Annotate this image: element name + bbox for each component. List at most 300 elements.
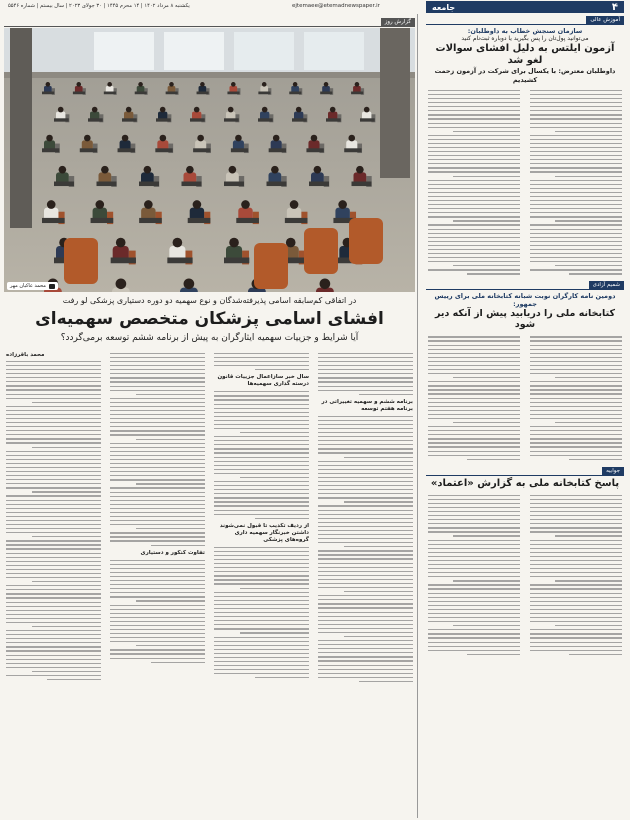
text-line — [110, 641, 205, 642]
text-line — [453, 625, 520, 626]
story-reply-headline: پاسخ کتابخانه ملی به گزارش «اعتماد» — [430, 477, 620, 489]
text-line — [240, 588, 309, 589]
text-line — [214, 493, 309, 494]
text-line — [318, 595, 413, 596]
text-line — [110, 596, 205, 597]
text-line — [530, 507, 622, 508]
text-line — [6, 471, 101, 472]
kicker-row — [4, 18, 415, 27]
text-line — [214, 510, 309, 511]
text-line — [6, 565, 101, 566]
text-line — [6, 520, 101, 521]
text-line — [32, 626, 101, 627]
text-line — [428, 106, 520, 107]
text-line — [530, 430, 622, 431]
text-line — [32, 581, 101, 582]
text-line — [214, 457, 309, 458]
text-line — [318, 477, 413, 478]
text-line — [214, 579, 309, 580]
text-line — [428, 646, 520, 647]
text-line — [453, 580, 520, 581]
text-line — [530, 597, 622, 598]
body-text-col — [426, 492, 522, 658]
text-line — [428, 167, 520, 168]
text-line — [428, 584, 520, 585]
text-line — [530, 511, 622, 512]
text-line — [530, 349, 622, 350]
text-line — [318, 632, 413, 633]
text-line — [530, 544, 622, 545]
text-line — [6, 597, 101, 598]
text-line — [110, 386, 205, 387]
text-line — [530, 393, 622, 394]
text-line — [428, 398, 520, 399]
text-line — [214, 661, 309, 662]
text-line — [318, 563, 413, 564]
text-line — [530, 151, 622, 152]
text-line — [428, 410, 520, 411]
text-line — [555, 176, 622, 177]
text-line — [428, 434, 520, 435]
text-line — [214, 571, 309, 572]
text-line — [344, 457, 413, 458]
text-line — [214, 497, 309, 498]
text-line — [214, 604, 309, 605]
text-line — [530, 629, 622, 630]
text-line — [318, 616, 413, 617]
text-line — [6, 524, 101, 525]
text-line — [110, 613, 205, 614]
text-line — [110, 475, 205, 476]
text-line — [318, 481, 413, 482]
text-line — [6, 369, 101, 370]
text-line — [428, 345, 520, 346]
body-text — [108, 560, 207, 663]
text-line — [428, 373, 520, 374]
text-line — [6, 646, 101, 647]
text-line — [318, 669, 413, 670]
text-line — [428, 139, 520, 140]
text-line — [318, 497, 413, 498]
text-line — [428, 503, 520, 504]
text-line — [428, 216, 520, 217]
text-line — [214, 669, 309, 670]
text-line — [214, 395, 309, 396]
text-line — [110, 496, 205, 497]
text-line — [318, 534, 413, 535]
text-line — [530, 564, 622, 565]
text-line — [428, 241, 520, 242]
text-line — [555, 422, 622, 423]
text-line — [110, 373, 205, 374]
foreground-chair — [304, 228, 338, 274]
text-line — [6, 544, 101, 545]
story-reply-body — [426, 492, 624, 658]
text-line — [214, 416, 309, 417]
text-line — [530, 414, 622, 415]
foreground-chair — [64, 238, 98, 284]
text-line — [6, 577, 101, 578]
text-line — [428, 576, 520, 577]
text-line — [110, 605, 205, 606]
text-line — [569, 273, 622, 274]
text-line — [6, 528, 101, 529]
text-line — [428, 389, 520, 390]
text-line — [214, 452, 309, 453]
text-line — [214, 424, 309, 425]
text-line — [214, 399, 309, 400]
text-line — [428, 531, 520, 532]
text-line — [453, 131, 520, 132]
main-headline: افشای اسامی پزشکان متخصص سهمیه‌ای — [35, 309, 384, 329]
text-line — [214, 567, 309, 568]
text-line — [530, 200, 622, 201]
text-line — [428, 568, 520, 569]
text-line — [555, 625, 622, 626]
kicker-reply: جوابیه — [602, 467, 624, 475]
text-line — [318, 390, 413, 391]
text-line — [318, 583, 413, 584]
text-line — [530, 249, 622, 250]
text-line — [136, 528, 205, 529]
text-line — [530, 269, 622, 270]
text-line — [214, 404, 309, 405]
text-line — [530, 196, 622, 197]
text-line — [530, 208, 622, 209]
text-line — [255, 369, 309, 370]
text-line — [214, 583, 309, 584]
text-line — [214, 501, 309, 502]
text-line — [428, 237, 520, 238]
text-line — [110, 361, 205, 362]
text-line — [530, 410, 622, 411]
text-line — [428, 163, 520, 164]
text-line — [214, 555, 309, 556]
text-line — [428, 605, 520, 606]
text-line — [530, 621, 622, 622]
text-line — [530, 192, 622, 193]
text-line — [428, 564, 520, 565]
text-line — [6, 442, 101, 443]
text-line — [569, 459, 622, 460]
text-line — [453, 265, 520, 266]
text-line — [214, 357, 309, 358]
text-line — [214, 420, 309, 421]
text-line — [32, 447, 101, 448]
text-line — [214, 624, 309, 625]
text-line — [6, 630, 101, 631]
text-line — [318, 440, 413, 441]
kicker-row — [426, 281, 624, 290]
text-line — [530, 601, 622, 602]
text-line — [530, 369, 622, 370]
text-line — [32, 402, 101, 403]
text-line — [530, 188, 622, 189]
text-line — [530, 503, 622, 504]
text-line — [318, 505, 413, 506]
text-line — [240, 432, 309, 433]
text-line — [214, 547, 309, 548]
text-line — [530, 229, 622, 230]
text-line — [428, 159, 520, 160]
body-col-2 — [212, 350, 311, 820]
body-text-col — [426, 333, 522, 462]
text-line — [214, 428, 309, 429]
text-line — [453, 220, 520, 221]
text-line — [110, 609, 205, 610]
text-line — [110, 524, 205, 525]
text-line — [428, 361, 520, 362]
text-line — [214, 600, 309, 601]
text-line — [428, 406, 520, 407]
text-line — [6, 463, 101, 464]
text-line — [428, 155, 520, 156]
text-line — [318, 416, 413, 417]
text-line — [530, 519, 622, 520]
text-line — [6, 642, 101, 643]
text-line — [136, 600, 205, 601]
text-line — [530, 438, 622, 439]
main-body — [4, 350, 415, 820]
text-line — [428, 560, 520, 561]
text-line — [6, 561, 101, 562]
text-line — [530, 398, 622, 399]
text-line — [214, 485, 309, 486]
text-line — [318, 518, 413, 519]
text-line — [318, 644, 413, 645]
text-line — [110, 508, 205, 509]
text-line — [428, 123, 520, 124]
text-line — [344, 546, 413, 547]
text-line — [530, 253, 622, 254]
text-line — [318, 538, 413, 539]
text-line — [530, 446, 622, 447]
text-line — [214, 665, 309, 666]
text-line — [530, 633, 622, 634]
text-line — [214, 657, 309, 658]
text-line — [6, 414, 101, 415]
text-line — [6, 532, 101, 533]
text-line — [318, 373, 413, 374]
text-line — [318, 587, 413, 588]
text-line — [530, 353, 622, 354]
story-national-library — [426, 281, 624, 462]
text-line — [110, 658, 205, 659]
text-line — [318, 542, 413, 543]
text-line — [6, 508, 101, 509]
text-line — [428, 365, 520, 366]
text-line — [318, 357, 413, 358]
text-line — [428, 552, 520, 553]
text-line — [530, 147, 622, 148]
text-line — [428, 114, 520, 115]
text-line — [428, 135, 520, 136]
text-line — [555, 131, 622, 132]
text-line — [428, 430, 520, 431]
byline: محمد باقرزاده — [6, 352, 45, 358]
kicker-row — [426, 16, 624, 25]
text-line — [428, 556, 520, 557]
text-line — [530, 365, 622, 366]
text-line — [555, 265, 622, 266]
text-line — [110, 532, 205, 533]
text-line — [110, 357, 205, 358]
text-line — [530, 106, 622, 107]
text-line — [6, 410, 101, 411]
text-line — [318, 381, 413, 382]
text-line — [428, 515, 520, 516]
text-line — [428, 446, 520, 447]
text-line — [428, 637, 520, 638]
text-line — [530, 593, 622, 594]
text-line — [110, 560, 205, 561]
kicker-author: شمیم آزادی — [589, 281, 624, 289]
text-line — [214, 436, 309, 437]
body-text — [316, 416, 415, 682]
text-line — [428, 188, 520, 189]
text-line — [530, 588, 622, 589]
text-line — [530, 523, 622, 524]
text-line — [6, 614, 101, 615]
text-line — [6, 381, 101, 382]
text-line — [318, 673, 413, 674]
text-line — [214, 505, 309, 506]
text-line — [428, 548, 520, 549]
text-line — [530, 139, 622, 140]
text-line — [6, 573, 101, 574]
text-line — [214, 551, 309, 552]
text-line — [428, 196, 520, 197]
text-line — [318, 428, 413, 429]
text-line — [110, 451, 205, 452]
text-line — [428, 609, 520, 610]
story-ielts-body — [426, 87, 624, 277]
text-line — [151, 662, 205, 663]
text-line — [555, 580, 622, 581]
text-line — [6, 602, 101, 603]
text-line — [428, 597, 520, 598]
text-line — [530, 642, 622, 643]
body-text-col — [528, 492, 624, 658]
text-line — [530, 102, 622, 103]
page-header — [0, 0, 630, 14]
text-line — [214, 563, 309, 564]
text-line — [110, 500, 205, 501]
text-line — [110, 406, 205, 407]
text-line — [6, 483, 101, 484]
body-text-col — [528, 333, 624, 462]
text-line — [6, 385, 101, 386]
text-line — [6, 504, 101, 505]
text-line — [530, 556, 622, 557]
text-line — [428, 414, 520, 415]
text-line — [110, 625, 205, 626]
text-line — [6, 553, 101, 554]
text-line — [110, 617, 205, 618]
text-line — [110, 592, 205, 593]
text-line — [6, 548, 101, 549]
text-line — [6, 438, 101, 439]
text-line — [110, 504, 205, 505]
text-line — [136, 483, 205, 484]
text-line — [530, 184, 622, 185]
text-line — [318, 369, 413, 370]
text-line — [428, 357, 520, 358]
text-line — [453, 422, 520, 423]
main-overline: در اتفاقی کم‌سابقه اسامی پذیرفته‌شدگان و نوع سهمیه دو دوره دستیاری پزشکی لو رفت — [62, 296, 357, 305]
text-line — [428, 98, 520, 99]
text-line — [6, 475, 101, 476]
body-text — [4, 361, 103, 680]
text-line — [428, 229, 520, 230]
text-line — [32, 491, 101, 492]
text-line — [428, 94, 520, 95]
text-line — [318, 530, 413, 531]
body-col-1 — [316, 350, 415, 820]
text-line — [318, 361, 413, 362]
text-line — [6, 667, 101, 668]
body-text — [212, 547, 311, 679]
text-line — [214, 608, 309, 609]
text-line — [32, 671, 101, 672]
text-line — [530, 605, 622, 606]
text-line — [32, 536, 101, 537]
text-line — [110, 492, 205, 493]
text-line — [214, 440, 309, 441]
text-line — [318, 640, 413, 641]
text-line — [428, 381, 520, 382]
text-line — [428, 402, 520, 403]
text-line — [6, 389, 101, 390]
text-line — [110, 447, 205, 448]
text-line — [151, 545, 205, 546]
body-text — [316, 353, 415, 395]
text-line — [428, 171, 520, 172]
text-line — [318, 432, 413, 433]
exam-hall-photo — [4, 28, 415, 292]
text-line — [359, 394, 413, 395]
text-line — [428, 184, 520, 185]
body-text — [212, 391, 311, 519]
right-column — [426, 16, 624, 816]
text-line — [214, 592, 309, 593]
subhead: تفاوت کنکور و دستیاری — [140, 549, 205, 556]
text-line — [530, 224, 622, 225]
story-ielts-deck: داوطلبان معترض: با یکسال برای شرکت در آزمون زحمت کشیدیم — [434, 67, 616, 84]
text-line — [6, 467, 101, 468]
main-subtitle: آیا شرایط و جزییات سهمیه ایثارگران به پیش از برنامه ششم توسعه برمی‌گردد؟ — [60, 333, 359, 343]
text-line — [318, 648, 413, 649]
text-line — [530, 204, 622, 205]
text-line — [530, 426, 622, 427]
section-email[interactable]: ejtemaee@etemadnewspaper.ir — [292, 3, 380, 9]
text-line — [530, 548, 622, 549]
text-line — [530, 442, 622, 443]
text-line — [318, 603, 413, 604]
text-line — [428, 393, 520, 394]
text-line — [344, 501, 413, 502]
text-line — [530, 385, 622, 386]
text-line — [214, 448, 309, 449]
text-line — [110, 629, 205, 630]
text-line — [318, 514, 413, 515]
text-line — [318, 575, 413, 576]
text-line — [6, 655, 101, 656]
text-line — [428, 495, 520, 496]
text-line — [136, 394, 205, 395]
text-line — [428, 204, 520, 205]
text-line — [428, 418, 520, 419]
